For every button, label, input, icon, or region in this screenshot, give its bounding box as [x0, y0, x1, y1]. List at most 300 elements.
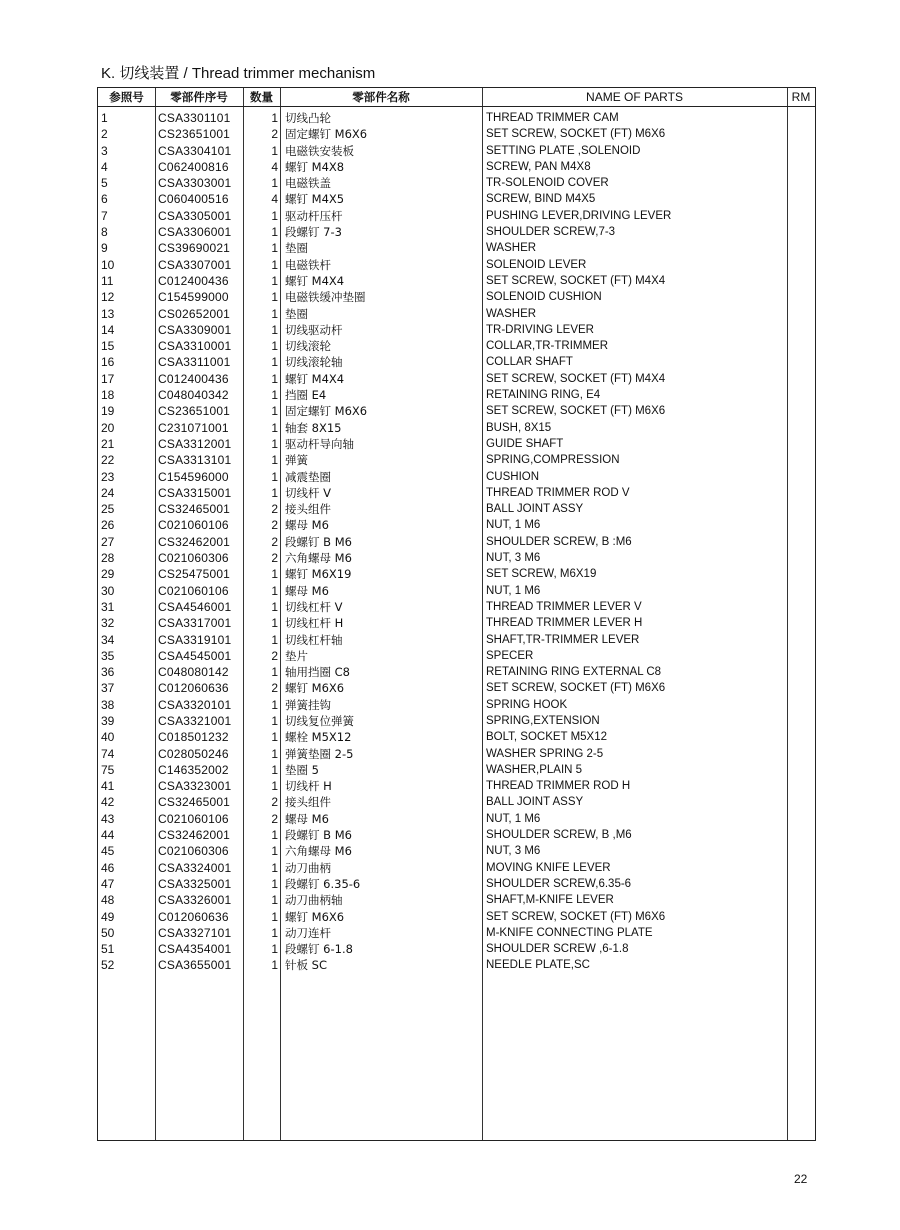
- part-number: C048080142: [158, 665, 229, 680]
- part-number: CS32462001: [158, 534, 231, 549]
- part-name-en: NEEDLE PLATE,SC: [486, 959, 590, 972]
- part-name-cn: 螺栓 M5X12: [285, 730, 352, 745]
- ref-number: 30: [101, 583, 115, 598]
- table-row: [98, 322, 815, 338]
- part-name-en: SPECER: [486, 649, 534, 662]
- quantity: 1: [271, 599, 278, 614]
- table-row: [98, 909, 815, 925]
- table-row: [98, 501, 815, 517]
- ref-number: 2: [101, 127, 108, 142]
- part-number: CSA3312001: [158, 436, 232, 451]
- part-number: CSA3317001: [158, 616, 232, 631]
- part-name-cn: 动刀连杆: [285, 925, 331, 940]
- table-row: [98, 892, 815, 908]
- part-number: CS25475001: [158, 567, 231, 582]
- ref-number: 51: [101, 942, 115, 957]
- part-number: CSA3327101: [158, 925, 232, 940]
- table-row: [98, 191, 815, 207]
- part-number: C231071001: [158, 420, 229, 435]
- quantity: 2: [271, 795, 278, 810]
- part-name-en: NUT, 1 M6: [486, 584, 541, 597]
- quantity: 1: [271, 583, 278, 598]
- header-name-en: NAME OF PARTS: [586, 90, 683, 104]
- part-number: C048040342: [158, 388, 229, 403]
- ref-number: 9: [101, 241, 108, 256]
- part-name-cn: 段螺钉 B M6: [285, 534, 352, 549]
- part-name-en: SHOULDER SCREW,7-3: [486, 226, 616, 239]
- table-row: [98, 436, 815, 452]
- part-name-en: MOVING KNIFE LEVER: [486, 861, 611, 874]
- part-name-cn: 挡圈 E4: [285, 388, 327, 403]
- table-row: [98, 583, 815, 599]
- part-name-en: SET SCREW, SOCKET (FT) M6X6: [486, 128, 666, 141]
- table-row: [98, 338, 815, 354]
- ref-number: 3: [101, 143, 108, 158]
- table-row: [98, 126, 815, 142]
- part-name-en: SCREW, PAN M4X8: [486, 160, 591, 173]
- quantity: 1: [271, 371, 278, 386]
- table-row: [98, 876, 815, 892]
- part-name-cn: 减震垫圈: [285, 469, 331, 484]
- ref-number: 1: [101, 111, 108, 125]
- part-name-en: SPRING,EXTENSION: [486, 714, 600, 727]
- quantity: 1: [271, 616, 278, 631]
- table-row: [98, 143, 815, 159]
- header-rm: RM: [791, 90, 811, 104]
- part-name-cn: 弹簧: [285, 453, 308, 468]
- part-number: CSA3321001: [158, 713, 232, 728]
- quantity: 4: [271, 159, 278, 174]
- part-number: CS23651001: [158, 127, 231, 142]
- part-number: CSA3307001: [158, 257, 232, 272]
- ref-number: 52: [101, 958, 115, 973]
- table-row: [98, 403, 815, 419]
- part-name-cn: 接头组件: [285, 502, 331, 517]
- table-row: [98, 550, 815, 566]
- part-name-en: WASHER: [486, 307, 537, 320]
- quantity: 1: [271, 485, 278, 500]
- ref-number: 14: [101, 322, 115, 337]
- part-name-cn: 轴用挡圈 C8: [285, 665, 351, 680]
- quantity: 1: [271, 958, 278, 973]
- ref-number: 31: [101, 599, 115, 614]
- part-name-en: THREAD TRIMMER CAM: [486, 112, 619, 124]
- table-row: [98, 615, 815, 631]
- part-name-cn: 切线滚轮轴: [285, 355, 343, 370]
- part-name-cn: 切线杠杆 V: [285, 599, 343, 614]
- part-number: CSA3306001: [158, 225, 232, 240]
- quantity: 1: [271, 697, 278, 712]
- quantity: 1: [271, 469, 278, 484]
- part-number: CSA3310001: [158, 339, 232, 354]
- part-number: C154596000: [158, 469, 229, 484]
- ref-number: 5: [101, 176, 108, 191]
- part-name-cn: 螺钉 M4X4: [285, 273, 345, 288]
- part-number: C012060636: [158, 909, 229, 924]
- ref-number: 4: [101, 159, 108, 174]
- ref-number: 48: [101, 893, 115, 908]
- header-part-no: 零部件序号: [170, 90, 228, 104]
- quantity: 1: [271, 176, 278, 191]
- table-row: [98, 534, 815, 550]
- ref-number: 13: [101, 306, 115, 321]
- table-row: [98, 925, 815, 941]
- part-number: C021060106: [158, 518, 229, 533]
- part-name-en: NUT, 3 M6: [486, 552, 541, 565]
- part-number: C021060106: [158, 811, 229, 826]
- part-name-cn: 驱动杆导向轴: [285, 436, 354, 451]
- ref-number: 32: [101, 616, 115, 631]
- table-row: [98, 843, 815, 859]
- part-name-cn: 电磁铁安装板: [285, 143, 354, 158]
- ref-number: 17: [101, 371, 115, 386]
- table-row: [98, 273, 815, 289]
- part-number: C018501232: [158, 730, 229, 745]
- quantity: 2: [271, 502, 278, 517]
- part-name-cn: 六角螺母 M6: [285, 844, 352, 859]
- part-number: CSA4546001: [158, 599, 232, 614]
- part-name-en: BOLT, SOCKET M5X12: [486, 731, 608, 744]
- part-name-en: SET SCREW, SOCKET (FT) M6X6: [486, 682, 666, 695]
- table-row: [98, 778, 815, 794]
- part-name-cn: 切线杆 V: [285, 485, 332, 500]
- table-row: [98, 452, 815, 468]
- quantity: 1: [271, 632, 278, 647]
- quantity: 2: [271, 518, 278, 533]
- ref-number: 12: [101, 290, 115, 305]
- part-name-cn: 轴套 8X15: [285, 420, 342, 435]
- ref-number: 42: [101, 795, 115, 810]
- part-name-cn: 段螺钉 B M6: [285, 828, 352, 843]
- part-name-cn: 切线凸轮: [285, 111, 331, 125]
- table-row: [98, 680, 815, 696]
- ref-number: 40: [101, 730, 115, 745]
- part-name-cn: 弹簧垫圈 2-5: [285, 746, 354, 761]
- part-name-en: SHOULDER SCREW,6.35-6: [486, 877, 632, 890]
- part-name-en: COLLAR,TR-TRIMMER: [486, 340, 609, 353]
- part-number: CSA3315001: [158, 485, 232, 500]
- quantity: 2: [271, 551, 278, 566]
- part-name-cn: 螺母 M6: [285, 811, 329, 826]
- part-number: C021060306: [158, 844, 229, 859]
- quantity: 1: [271, 762, 278, 777]
- table-row: [98, 762, 815, 778]
- quantity: 1: [271, 143, 278, 158]
- part-name-en: SHOULDER SCREW ,6-1.8: [486, 943, 629, 956]
- ref-number: 38: [101, 697, 115, 712]
- part-number: CSA3311001: [158, 355, 231, 370]
- part-name-en: TR-SOLENOID COVER: [486, 177, 609, 190]
- part-name-cn: 螺钉 M4X4: [285, 371, 345, 386]
- ref-number: 41: [101, 779, 115, 794]
- quantity: 1: [271, 208, 278, 223]
- part-name-en: NUT, 1 M6: [486, 812, 541, 825]
- table-row: [98, 566, 815, 582]
- quantity: 1: [271, 420, 278, 435]
- part-name-en: SOLENOID CUSHION: [486, 291, 602, 304]
- part-number: CSA3324001: [158, 860, 232, 875]
- table-row: [98, 257, 815, 273]
- quantity: 1: [271, 273, 278, 288]
- header-qty: 数量: [250, 90, 273, 104]
- table-row: [98, 289, 815, 305]
- quantity: 2: [271, 534, 278, 549]
- ref-number: 43: [101, 811, 115, 826]
- part-name-en: NUT, 1 M6: [486, 519, 541, 532]
- part-number: C012400436: [158, 371, 229, 386]
- part-name-en: SET SCREW, SOCKET (FT) M6X6: [486, 405, 666, 418]
- part-name-en: SPRING HOOK: [486, 698, 568, 711]
- part-name-cn: 驱动杆压杆: [285, 208, 343, 223]
- part-name-cn: 段螺钉 6-1.8: [285, 942, 353, 957]
- table-row: [98, 485, 815, 501]
- ref-number: 11: [101, 273, 114, 288]
- table-row: [98, 713, 815, 729]
- table-row: [98, 354, 815, 370]
- quantity: 1: [271, 322, 278, 337]
- part-name-en: SET SCREW, M6X19: [486, 568, 597, 581]
- part-name-en: SPRING,COMPRESSION: [486, 454, 620, 467]
- table-row: [98, 371, 815, 387]
- part-name-cn: 动刀曲柄轴: [285, 893, 343, 908]
- part-name-cn: 切线滚轮: [285, 339, 331, 354]
- part-name-en: NUT, 3 M6: [486, 845, 541, 858]
- part-number: CSA3304101: [158, 143, 232, 158]
- quantity: 1: [271, 567, 278, 582]
- part-name-cn: 垫圈: [285, 306, 308, 321]
- part-name-en: TR-DRIVING LEVER: [486, 323, 594, 336]
- quantity: 1: [271, 876, 278, 891]
- part-name-cn: 弹簧挂钩: [285, 697, 331, 712]
- table-header: [98, 88, 815, 107]
- page-title: K. 切线装置 / Thread trimmer mechanism: [101, 65, 376, 82]
- part-name-en: SET SCREW, SOCKET (FT) M6X6: [486, 910, 666, 923]
- part-name-cn: 切线杆 H: [285, 779, 332, 794]
- ref-number: 47: [101, 876, 115, 891]
- part-number: C028050246: [158, 746, 229, 761]
- part-number: CSA4545001: [158, 648, 232, 663]
- part-number: C021060306: [158, 551, 229, 566]
- table-row: [98, 599, 815, 615]
- ref-number: 18: [101, 388, 115, 403]
- quantity: 1: [271, 779, 278, 794]
- part-name-en: BUSH, 8X15: [486, 421, 552, 434]
- ref-number: 20: [101, 420, 115, 435]
- part-name-cn: 垫圈: [285, 241, 308, 256]
- quantity: 2: [271, 681, 278, 696]
- part-name-cn: 垫圈 5: [285, 762, 319, 777]
- part-number: CSA3323001: [158, 779, 232, 794]
- part-name-cn: 动刀曲柄: [285, 860, 331, 875]
- part-name-en: SCREW, BIND M4X5: [486, 193, 596, 206]
- part-number: C146352002: [158, 762, 229, 777]
- table-row: [98, 632, 815, 648]
- part-name-cn: 电磁铁缓冲垫圈: [285, 290, 366, 305]
- part-number: CSA3303001: [158, 176, 232, 191]
- part-number: CS02652001: [158, 306, 231, 321]
- quantity: 1: [271, 257, 278, 272]
- part-number: CSA3305001: [158, 208, 232, 223]
- table-row: [98, 860, 815, 876]
- ref-number: 23: [101, 469, 115, 484]
- quantity: 1: [271, 860, 278, 875]
- part-name-cn: 接头组件: [285, 795, 331, 810]
- ref-number: 35: [101, 648, 115, 663]
- page-number: 22: [794, 1172, 808, 1186]
- part-name-en: SHOULDER SCREW, B :M6: [486, 535, 632, 548]
- part-name-cn: 切线杠杆轴: [285, 632, 343, 647]
- part-name-cn: 螺钉 M4X5: [285, 192, 345, 207]
- part-number: C012060636: [158, 681, 229, 696]
- ref-number: 8: [101, 225, 108, 240]
- part-name-en: CUSHION: [486, 470, 540, 483]
- part-number: CS23651001: [158, 404, 231, 419]
- part-name-en: SOLENOID LEVER: [486, 258, 587, 271]
- quantity: 1: [271, 404, 278, 419]
- part-name-en: THREAD TRIMMER LEVER H: [486, 617, 643, 630]
- part-number: CSA3655001: [158, 958, 232, 973]
- ref-number: 29: [101, 567, 115, 582]
- part-number: CSA3301101: [158, 111, 231, 125]
- part-name-cn: 针板 SC: [285, 958, 327, 973]
- part-name-cn: 切线驱动杆: [285, 322, 343, 337]
- part-name-cn: 螺母 M6: [285, 583, 329, 598]
- part-name-en: THREAD TRIMMER ROD H: [486, 780, 631, 793]
- part-name-en: PUSHING LEVER,DRIVING LEVER: [486, 209, 672, 222]
- quantity: 1: [271, 713, 278, 728]
- part-name-cn: 固定螺钉 M6X6: [285, 404, 368, 419]
- table-row: [98, 159, 815, 175]
- part-name-en: WASHER SPRING 2-5: [486, 747, 604, 760]
- quantity: 1: [271, 306, 278, 321]
- table-row: [98, 469, 815, 485]
- table-row: [98, 794, 815, 810]
- part-number: C021060106: [158, 583, 229, 598]
- header-name-cn: 零部件名称: [352, 90, 410, 104]
- part-number: C154599000: [158, 290, 229, 305]
- table-row: [98, 664, 815, 680]
- table-row: [98, 827, 815, 843]
- part-name-cn: 垫片: [285, 648, 308, 663]
- ref-number: 19: [101, 404, 115, 419]
- part-number: CSA3309001: [158, 322, 232, 337]
- table-row: [98, 420, 815, 436]
- quantity: 1: [271, 241, 278, 256]
- table-row: [98, 224, 815, 240]
- part-name-cn: 螺钉 M6X19: [285, 567, 352, 582]
- ref-number: 15: [101, 339, 115, 354]
- parts-table: [97, 87, 816, 1141]
- ref-number: 25: [101, 502, 115, 517]
- table-row: [98, 110, 815, 126]
- quantity: 1: [271, 942, 278, 957]
- part-name-cn: 螺钉 M6X6: [285, 909, 345, 924]
- part-number: CSA4354001: [158, 942, 232, 957]
- part-name-en: THREAD TRIMMER LEVER V: [486, 600, 642, 613]
- table-row: [98, 957, 815, 973]
- ref-number: 46: [101, 860, 115, 875]
- part-name-cn: 切线杠杆 H: [285, 616, 344, 631]
- part-name-cn: 切线复位弹簧: [285, 713, 354, 728]
- part-number: CS32465001: [158, 502, 231, 517]
- part-number: C012400436: [158, 273, 229, 288]
- part-number: C062400816: [158, 159, 229, 174]
- part-name-en: BALL JOINT ASSY: [486, 503, 584, 516]
- part-name-en: COLLAR SHAFT: [486, 356, 573, 369]
- part-name-en: SHAFT,TR-TRIMMER LEVER: [486, 633, 640, 646]
- table-row: [98, 648, 815, 664]
- ref-number: 27: [101, 534, 115, 549]
- part-name-cn: 段螺钉 7-3: [285, 225, 342, 240]
- part-name-en: SET SCREW, SOCKET (FT) M4X4: [486, 372, 666, 385]
- part-name-en: RETAINING RING, E4: [486, 389, 601, 402]
- quantity: 1: [271, 909, 278, 924]
- part-number: CS32465001: [158, 795, 231, 810]
- table-row: [98, 697, 815, 713]
- quantity: 2: [271, 648, 278, 663]
- part-name-cn: 螺母 M6: [285, 518, 329, 533]
- quantity: 1: [271, 290, 278, 305]
- quantity: 1: [271, 665, 278, 680]
- ref-number: 45: [101, 844, 115, 859]
- part-name-en: RETAINING RING EXTERNAL C8: [486, 666, 662, 679]
- quantity: 4: [271, 192, 278, 207]
- ref-number: 22: [101, 453, 115, 468]
- table-row: [98, 746, 815, 762]
- part-number: CSA3326001: [158, 893, 232, 908]
- part-number: CS32462001: [158, 828, 231, 843]
- ref-number: 24: [101, 485, 115, 500]
- part-number: CSA3313101: [158, 453, 232, 468]
- quantity: 2: [271, 811, 278, 826]
- part-name-en: GUIDE SHAFT: [486, 437, 564, 450]
- quantity: 1: [271, 339, 278, 354]
- quantity: 1: [271, 746, 278, 761]
- part-number: CSA3319101: [158, 632, 232, 647]
- table-row: [98, 729, 815, 745]
- quantity: 1: [271, 388, 278, 403]
- ref-number: 75: [101, 762, 115, 777]
- part-name-cn: 段螺钉 6.35-6: [285, 876, 361, 891]
- part-name-cn: 电磁铁盖: [285, 176, 331, 191]
- part-name-cn: 六角螺母 M6: [285, 551, 352, 566]
- ref-number: 21: [101, 436, 115, 451]
- table-row: [98, 517, 815, 533]
- quantity: 1: [271, 436, 278, 451]
- part-name-en: WASHER,PLAIN 5: [486, 763, 583, 776]
- part-name-en: SETTING PLATE ,SOLENOID: [486, 144, 641, 157]
- ref-number: 6: [101, 192, 108, 207]
- quantity: 1: [271, 828, 278, 843]
- ref-number: 36: [101, 665, 115, 680]
- quantity: 1: [271, 453, 278, 468]
- part-number: CSA3325001: [158, 876, 232, 891]
- part-name-cn: 电磁铁杆: [285, 257, 331, 272]
- part-name-en: M-KNIFE CONNECTING PLATE: [486, 926, 653, 939]
- table-body: [98, 110, 815, 974]
- ref-number: 37: [101, 681, 115, 696]
- ref-number: 50: [101, 925, 115, 940]
- ref-number: 49: [101, 909, 115, 924]
- ref-number: 16: [101, 355, 115, 370]
- table-row: [98, 811, 815, 827]
- part-name-en: WASHER: [486, 242, 537, 255]
- table-row: [98, 306, 815, 322]
- table-row: [98, 208, 815, 224]
- part-name-cn: 螺钉 M4X8: [285, 159, 345, 174]
- quantity: 1: [271, 225, 278, 240]
- ref-number: 26: [101, 518, 115, 533]
